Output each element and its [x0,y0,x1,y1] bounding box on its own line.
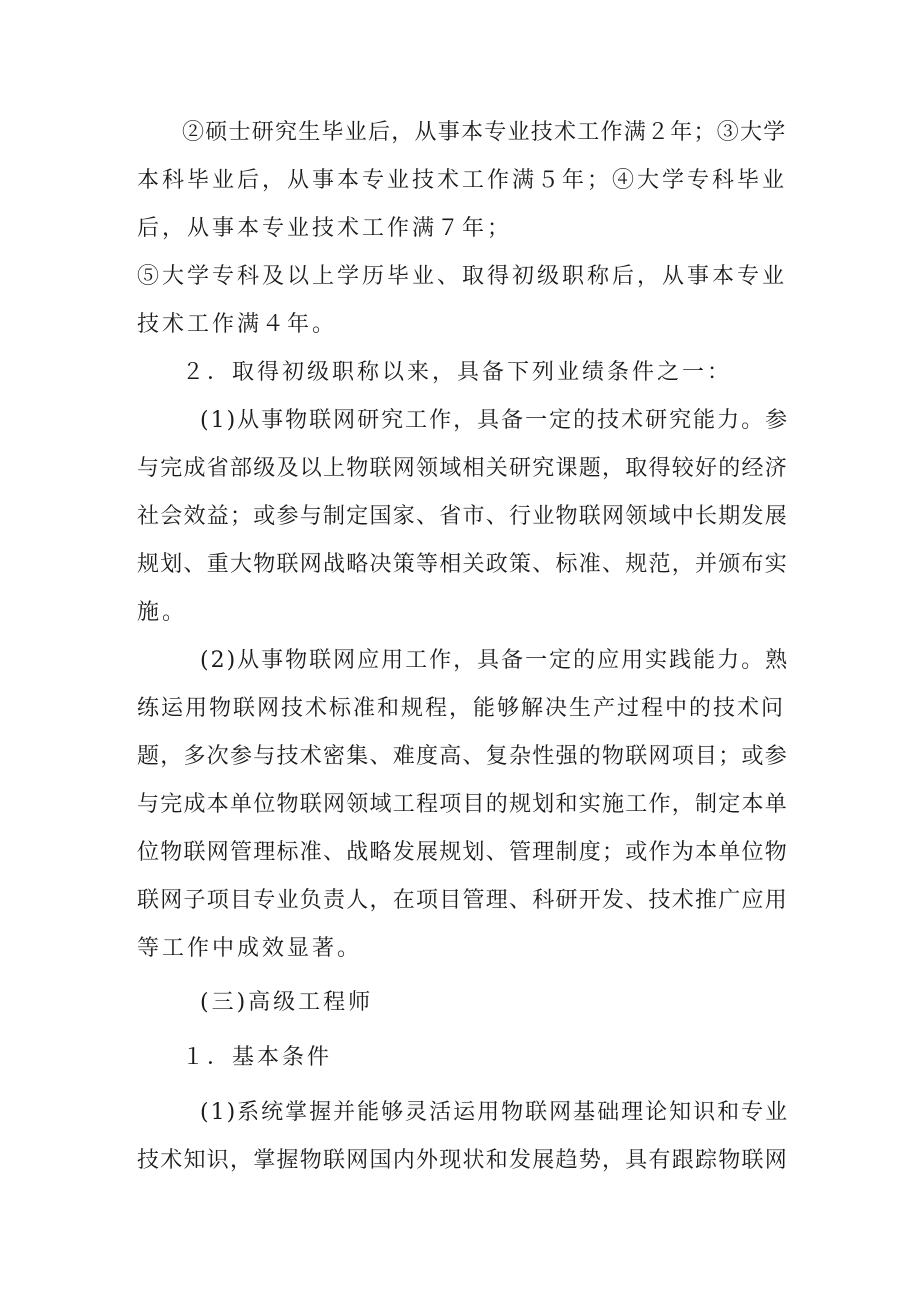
text-line: ２．取得初级职称以来，具备下列业绩条件之一： [182,360,733,385]
text-line: (1)系统掌握并能够灵活运用物联网基础理论知识和专业 [200,1100,790,1125]
text-line: 施。 [137,600,188,625]
text-line: 题，多次参与技术密集、难度高、复杂性强的物联网项目；或参 [137,744,789,769]
text-line: 位物联网管理标准、战略发展规划、管理制度；或作为本单位物 [137,840,789,865]
text-line: 等工作中成效显著。 [137,936,363,961]
text-line: (2)从事物联网应用工作，具备一定的应用实践能力。熟 [200,648,790,673]
text-line: 后，从事本专业技术工作满７年； [137,216,513,241]
text-line: 本科毕业后，从事本专业技术工作满５年；④大学专科毕业 [137,168,788,193]
text-line: (1)从事物联网研究工作，具备一定的技术研究能力。参 [200,408,790,433]
text-line: ⑤大学专科及以上学历毕业、取得初级职称后，从事本专业 [137,264,788,289]
text-line: 技术知识，掌握物联网国内外现状和发展趋势，具有跟踪物联网 [137,1148,789,1173]
section-heading: (三)高级工程师 [200,990,374,1015]
text-line: 联网子项目专业负责人，在项目管理、科研开发、技术推广应用 [137,888,789,913]
text-line: ②硕士研究生毕业后，从事本专业技术工作满２年；③大学 [182,120,787,145]
text-line: 技术工作满４年。 [137,312,338,337]
text-line: 规划、重大物联网战略决策等相关政策、标准、规范，并颁布实 [137,552,789,577]
text-line: 社会效益；或参与制定国家、省市、行业物联网领域中长期发展 [137,504,789,529]
text-line: 与完成本单位物联网领域工程项目的规划和实施工作，制定本单 [137,792,789,817]
text-line: 与完成省部级及以上物联网领域相关研究课题，取得较好的经济 [137,456,789,481]
text-line: 练运用物联网技术标准和规程，能够解决生产过程中的技术问 [137,696,786,721]
subsection-heading: １．基本条件 [182,1045,333,1070]
